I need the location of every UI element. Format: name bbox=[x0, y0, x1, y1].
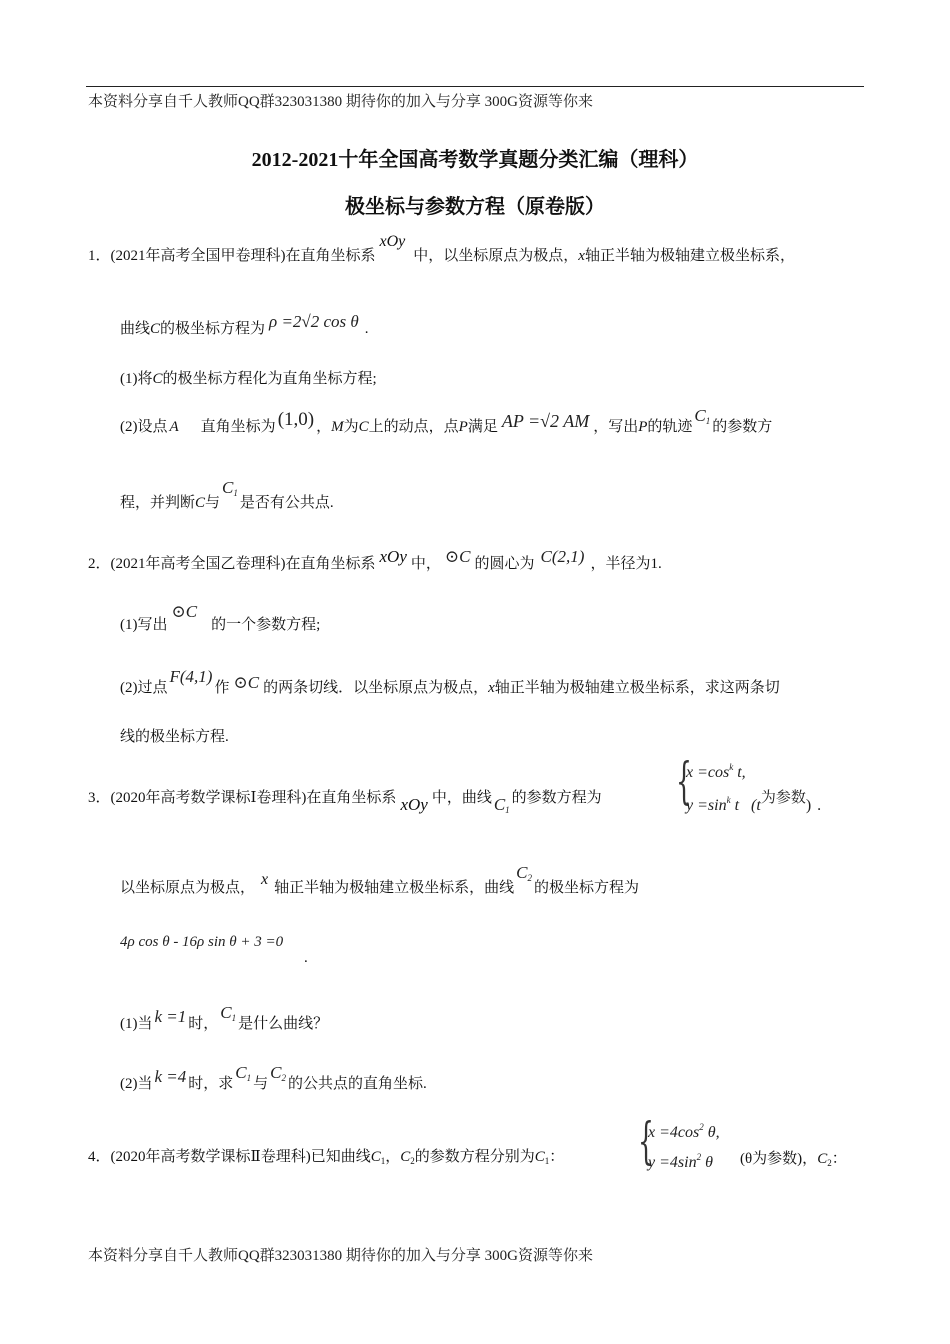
q4-system-line1: $x =4\cos^2$ θ, bbox=[648, 1122, 720, 1141]
q3-polar-equation: 4ρ cos θ - 16ρ sin θ + 3 =0 bbox=[120, 934, 284, 950]
q1-line2: 曲线C的极坐标方程为 ρ =2√2 cos θ . bbox=[120, 312, 369, 337]
q1-part2-cont: 程，并判断C与$C_1$是否有公共点. bbox=[120, 478, 334, 511]
q2-part2-cont: 线的极坐标方程. bbox=[120, 729, 229, 745]
q1-ap-equation: AP =√2 AM bbox=[501, 411, 590, 431]
q1-intro: 1．(2021年高考全国甲卷理科)在直角坐标系xOy中，以坐标原点为极点，x轴正半轴为极轴建立极坐标系， bbox=[88, 233, 795, 264]
page-subtitle: 极坐标与参数方程（原卷版） bbox=[345, 196, 605, 218]
q3-intro: 3．(2020年高考数学课标Ⅰ卷理科)在直角坐标系 xOy 中，曲线 $C_1$的参数方程为 bbox=[88, 790, 602, 815]
q1-part1: (1)将C的极坐标方程化为直角坐标方程; bbox=[120, 371, 377, 387]
q3-brace: { bbox=[676, 752, 692, 810]
q2-part1: (1)写出⊙C的一个参数方程; bbox=[120, 602, 321, 633]
q4-brace: { bbox=[638, 1112, 654, 1170]
q3-system-line1: $x =\cos^k$ t, bbox=[686, 762, 746, 781]
q3-equation-period: . bbox=[304, 950, 308, 966]
q1-point: (1,0) bbox=[277, 409, 315, 430]
q3-part2: (2)当 k =4 时，求$C_1$ 与$C_2$ 的公共点的直角坐标. bbox=[120, 1063, 427, 1092]
q1-polar-equation: ρ =2√2 cos θ bbox=[269, 312, 359, 331]
header-rule bbox=[86, 86, 864, 87]
q1-part2: (2)设点 A 直角坐标为 (1,0) ，M为C上的动点，点P满足 AP =√2 AM ，写出P的轨迹$C_1$ 的参数方 bbox=[120, 406, 773, 435]
page-title: 2012-2021十年全国高考数学真题分类汇编（理科） bbox=[251, 149, 699, 171]
q2-center: C(2,1) bbox=[540, 547, 585, 566]
page-header: 本资料分享自千人教师QQ群323031380 期待你的加入与分享 300G资源等你来 bbox=[88, 94, 594, 110]
page-footer: 本资料分享自千人教师QQ群323031380 期待你的加入与分享 300G资源等你来 bbox=[88, 1248, 594, 1264]
q3-line2: 以坐标原点为极点， x 轴正半轴为极轴建立极坐标系，曲线$C_2$的极坐标方程为 bbox=[120, 863, 639, 896]
q2-intro: 2．(2021年高考全国乙卷理科)在直角坐标系 xOy 中， ⊙C 的圆心为 C(2,1) ，半径为1. bbox=[88, 547, 662, 572]
q4-system-line2: $y =4\sin^2$ θ bbox=[648, 1152, 713, 1171]
q3-system-line2: $y =\sin^k$ t (t为参数) . bbox=[686, 790, 822, 814]
q3-part1: (1)当 k =1 时，$C_1$ 是什么曲线？ bbox=[120, 1003, 329, 1032]
q4-param-note: (θ为参数)，$C_2$： bbox=[740, 1151, 847, 1168]
q2-part2: (2)过点F(4,1)作 ⊙C 的两条切线．以坐标原点为极点，x轴正半轴为极轴建立极坐标系，求这两条切 bbox=[120, 667, 780, 696]
q4-intro: 4．(2020年高考数学课标Ⅱ卷理科)已知曲线$C_1$，$C_2$的参数方程分别为$C_1$： bbox=[88, 1149, 565, 1166]
